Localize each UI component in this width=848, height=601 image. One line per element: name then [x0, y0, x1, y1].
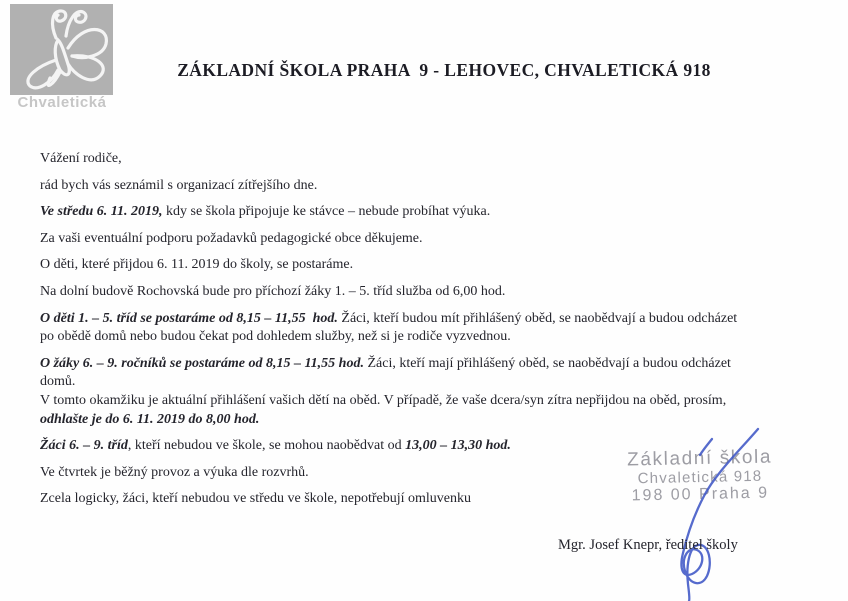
emphasis-text: O žáky 6. – 9. ročníků se postaráme od 8,15 – 11,55 hod. — [40, 355, 364, 371]
logo-label: Chvaletická — [17, 94, 107, 111]
body-text: po obědě domů nebo budou čekat pod dohledem služby, než si je rodiče vyzvednou. — [40, 329, 511, 345]
body-text: Žáci, kteří mají přihlášený oběd, se naobědvají a budou odcházet — [363, 355, 731, 371]
letter-paragraph — [40, 203, 823, 222]
body-text: kdy se škola připojuje ke stávce – nebude probíhat výuka. — [162, 204, 491, 220]
emphasis-text: odhlašte je do 6. 11. 2019 do 8,00 hod. — [40, 411, 260, 427]
stamp-line-3: 198 00 Praha 9 — [631, 484, 770, 505]
body-text: Ve čtvrtek je běžný provoz a výuka dle rozvrhů. — [40, 464, 309, 480]
body-text: Žáci, kteří budou mít přihlášený oběd, se naobědvají a budou odcházet — [337, 310, 738, 326]
school-name-title: ZÁKLADNÍ ŠKOLA PRAHA 9 - LEHOVEC, CHVALETICKÁ 918 — [177, 60, 711, 80]
school-logo — [10, 4, 114, 111]
body-text: , kteří nebudou ve škole, se mohou naobědvat od — [127, 438, 406, 454]
emphasis-text: Ve středu 6. 11. 2019, — [40, 204, 163, 220]
body-text: O děti, které přijdou 6. 11. 2019 do školy, se postaráme. — [40, 257, 354, 273]
body-text: Vážení rodiče, — [40, 151, 122, 166]
stamp-line-2: Chvaletická 918 — [637, 467, 763, 487]
letter-paragraph — [40, 256, 823, 275]
body-text: Za vaši eventuální podporu požadavků pedagogické obce děkujeme. — [40, 230, 423, 246]
letter-paragraph — [40, 177, 823, 196]
letter-paragraph — [40, 150, 823, 169]
body-text: Zcela logicky, žáci, kteří nebudou ve středu ve škole, nepotřebují omluvenku — [40, 491, 472, 507]
letter-paragraph — [40, 310, 823, 347]
signatory-name: Mgr. Josef Knepr, ředitel školy — [558, 537, 738, 553]
body-text: domů. — [40, 374, 76, 390]
emphasis-text: 13,00 – 13,30 hod. — [405, 438, 511, 454]
letter-paragraph — [40, 230, 823, 249]
school-stamp — [620, 447, 779, 504]
body-text: V tomto okamžiku je aktuální přihlášení vašich dětí na oběd. V případě, že vaše dcera/syn zítra nepřijdou na oběd, prosím, — [40, 392, 727, 408]
emphasis-text: Žáci 6. – 9. tříd — [40, 438, 128, 454]
logo-background — [10, 4, 113, 95]
letter-paragraph — [40, 355, 823, 429]
letter-paragraph — [40, 283, 823, 302]
body-text: Na dolní budově Rochovská bude pro příchozí žáky 1. – 5. tříd služba od 6,00 hod. — [40, 283, 506, 299]
body-text: rád bych vás seznámil s organizací zítřejšího dne. — [40, 177, 318, 193]
emphasis-text: O děti 1. – 5. tříd se postaráme od 8,15 – 11,55 hod. — [40, 310, 338, 326]
butterfly-icon — [10, 4, 113, 95]
stamp-line-1: Základní škola — [626, 446, 773, 471]
